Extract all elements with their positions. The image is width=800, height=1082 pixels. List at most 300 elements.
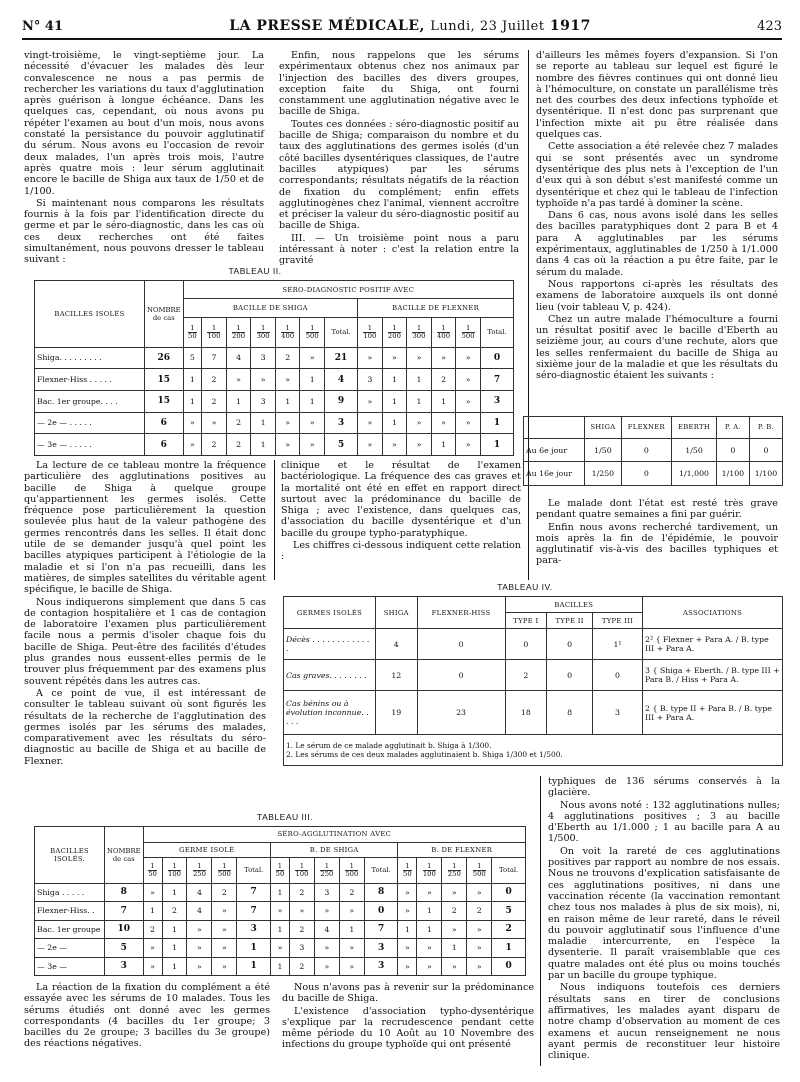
cell: 4 xyxy=(187,883,212,901)
cell: 3 xyxy=(251,390,276,412)
fraction-den: 300 xyxy=(412,331,426,340)
t3-h-main: SÉRO-AGGLUTINATION AVEC xyxy=(143,827,525,843)
fraction-num: 1 xyxy=(193,863,206,871)
cell: 1 xyxy=(270,957,289,976)
row-total: 1 xyxy=(480,412,513,434)
row-total: 1 xyxy=(480,434,513,456)
cell: 12 xyxy=(376,660,418,691)
row-total: 0 xyxy=(480,347,513,369)
row-count: 6 xyxy=(145,434,184,456)
table3 xyxy=(34,826,526,976)
cell: » xyxy=(358,347,383,369)
paragraph: d'ailleurs les mêmes foyers d'expansion. Si l'on se reporte au tableau sur lequel est figuré le nombre des fièvres continues qui ont donné lieu à l'hémoculture, on constate un parallélisme très net des courbes des deux infections typhoïde et dysentérique. Il n'est donc pas surprenant que l'infection mixte ait pu être réalisée dans quelques cas. xyxy=(536,50,778,141)
fraction-num: 1 xyxy=(218,863,231,871)
fraction xyxy=(363,325,376,340)
paragraph: III. — Un troisième point nous a paru intéressant à noter : c'est la relation entre la gravité xyxy=(279,232,519,267)
row-total: 3 xyxy=(364,957,398,976)
fraction-den: 250 xyxy=(320,869,334,878)
table-row xyxy=(35,390,514,412)
row-total: 7 xyxy=(237,902,271,920)
cell: 2 xyxy=(442,902,467,920)
cell: » xyxy=(275,369,300,391)
t3-col-germe xyxy=(162,858,187,884)
t3-col-total: Total. xyxy=(237,858,271,884)
cell: 0 xyxy=(547,660,593,691)
cell: 1 xyxy=(162,883,187,901)
paragraph: clinique et le résultat de l'examen bactériologique. La fréquence des cas graves et la mortalité ont été en effet en rapport direct surtout avec la prédominance du bacille de Shiga ; avec l'existence, dans quelques cas, d'association du bacille dysentérique et d'un bacille du groupe typho-paratyphique. xyxy=(281,460,521,539)
cell: 7 xyxy=(202,347,227,369)
cell: 1 xyxy=(382,369,407,391)
row-total: 3 xyxy=(480,390,513,412)
paragraph: Nous indiquerons simplement que dans 5 cas de contagion hospitalière et 1 cas de contagion de laboratoire l'examen plus particulièrement facile nous a permis d'isoler chaque fois du bacille de Shiga. Peut-être des facilités d'études plus grandes nous eussent-elles permis de le trouver plus fréquemment par des examens plus souvent répétés dans les autres cas. xyxy=(24,596,266,687)
cell: 1/50 xyxy=(672,438,717,462)
cell: » xyxy=(270,902,289,920)
t2-col-flexner xyxy=(456,317,481,347)
cell: » xyxy=(212,939,237,957)
cell: » xyxy=(187,939,212,957)
paragraph: Nous indiquons toutefois ces derniers résultats sans en tirer de conclusions affirmatives, les malades ayant disparu de notre champ d'observation au moment de ces examens et aucun renseignement ne nous ayant permis de reconstituer leur histoire clinique. xyxy=(548,982,780,1062)
fraction-num: 1 xyxy=(403,863,412,871)
fraction-num: 1 xyxy=(320,863,333,871)
cell: » xyxy=(289,902,314,920)
cell: 1 xyxy=(431,434,456,456)
t3-h-shiga: B. DE SHIGA xyxy=(270,842,397,858)
fraction-den: 100 xyxy=(295,869,309,878)
row-total: 2 xyxy=(492,920,526,938)
fraction-num: 1 xyxy=(437,325,450,333)
fraction xyxy=(388,325,401,340)
cell: 1/100 xyxy=(716,462,749,486)
cell: 1 xyxy=(251,412,276,434)
row-total: 3 xyxy=(325,412,358,434)
row-total: 7 xyxy=(237,883,271,901)
row-total: 9 xyxy=(325,390,358,412)
cell: 1 xyxy=(275,390,300,412)
cell: » xyxy=(314,939,339,957)
cell: 2 xyxy=(143,920,162,938)
fraction-num: 1 xyxy=(207,325,220,333)
fraction xyxy=(257,325,270,340)
cell: 0 xyxy=(417,660,505,691)
cell: » xyxy=(202,412,227,434)
cell: 1 xyxy=(407,390,432,412)
fraction-num: 1 xyxy=(295,863,308,871)
t2-body xyxy=(35,347,514,455)
fraction xyxy=(403,863,412,878)
table-row xyxy=(35,902,526,920)
t4-note: 1. Le sérum de ce malade agglutinait b. Shiga à 1/300. xyxy=(286,741,492,751)
t2-col-flexner xyxy=(358,317,383,347)
fraction-den: 50 xyxy=(188,331,197,340)
t3-body xyxy=(35,883,526,975)
journal-year: 1917 xyxy=(549,18,591,34)
paragraph: On voit la rareté de ces agglutinations positives par rapport au nombre de nos essais. Nous ne trouvons d'explication satisfaisante de ces agglutinations positives, ni dans une vaccination récente (la vaccination remontant chez tous nos malades à plus de six mois), ni, en raison même de leur rareté, dans le réveil du pouvoir agglutinatif sous l'influence d'une maladie intercurrente, en l'espèce la dysenterie. Il paraît vraisemblable que ces quatre malades ont été plus ou moins touchés par un bacille du groupe typhique. xyxy=(548,845,780,982)
t4-note: 2. Les sérums de ces deux malades agglutinaient b. Shiga 1/300 et 1/500. xyxy=(286,750,563,760)
cell: » xyxy=(382,347,407,369)
t2-h-shiga: BACILLE DE SHIGA xyxy=(183,299,358,317)
fraction xyxy=(295,863,308,878)
cell: 2 xyxy=(162,902,187,920)
cell: 3 xyxy=(358,369,383,391)
fraction-den: 400 xyxy=(281,331,295,340)
cell: » xyxy=(431,347,456,369)
row-total: 7 xyxy=(364,920,398,938)
text-col3-top xyxy=(536,50,778,410)
fraction-num: 1 xyxy=(345,863,358,871)
row-count: 7 xyxy=(105,902,144,920)
row-count: 6 xyxy=(145,412,184,434)
fraction-den: 200 xyxy=(232,331,246,340)
fraction-num: 1 xyxy=(281,325,294,333)
serodiag-body xyxy=(524,438,783,485)
fraction-den: 500 xyxy=(461,331,475,340)
t2-col-flexner xyxy=(382,317,407,347)
cell: » xyxy=(314,902,339,920)
t2-col-shiga xyxy=(226,317,251,347)
t4-h-type3: TYPE III xyxy=(593,613,643,629)
row-label: — 2e — . . . . . xyxy=(35,412,145,434)
text-col2-mid xyxy=(281,460,521,580)
fraction-den: 250 xyxy=(192,869,206,878)
cell: 1 xyxy=(382,390,407,412)
fraction-num: 1 xyxy=(257,325,270,333)
fraction xyxy=(306,325,319,340)
cell: 4 xyxy=(376,629,418,660)
cell: 2 xyxy=(275,347,300,369)
paragraph: Le malade dont l'état est resté très grave pendant quatre semaines a fini par guérir. xyxy=(536,498,778,521)
cell: 0 xyxy=(593,660,643,691)
cell: » xyxy=(275,412,300,434)
fraction-num: 1 xyxy=(462,325,475,333)
row-label: Flexner-Hiss . . . . . xyxy=(35,369,145,391)
cell: 2 xyxy=(289,920,314,938)
cell: » xyxy=(382,434,407,456)
fraction-den: 100 xyxy=(168,869,181,878)
table-row xyxy=(35,369,514,391)
cell: » xyxy=(398,883,417,901)
row-total: 1 xyxy=(492,939,526,957)
cell: 2 xyxy=(226,434,251,456)
cell: 23 xyxy=(417,691,505,735)
t4-h-assoc: ASSOCIATIONS xyxy=(643,597,783,629)
cell: 1 xyxy=(183,390,202,412)
column-rule xyxy=(274,460,275,580)
cell: 0 xyxy=(547,629,593,660)
cell: 0 xyxy=(749,438,782,462)
cell: » xyxy=(143,883,162,901)
fraction-den: 500 xyxy=(345,869,359,878)
row-label: Bac. 1er groupe. . . . xyxy=(35,390,145,412)
fraction-den: 50 xyxy=(403,869,412,878)
t2-col-flexner xyxy=(407,317,432,347)
row-total: 0 xyxy=(492,883,526,901)
cell: 0 xyxy=(505,629,547,660)
t4-h-type1: TYPE I xyxy=(505,613,547,629)
cell: 1 xyxy=(300,369,325,391)
row-label: Décès . . . . . . . . . . . . . xyxy=(284,629,376,660)
cell: 5 xyxy=(183,347,202,369)
fraction xyxy=(232,325,245,340)
cell: » xyxy=(442,957,467,976)
fraction-num: 1 xyxy=(363,325,376,333)
fraction-num: 1 xyxy=(423,863,436,871)
t3-col-total: Total. xyxy=(364,858,398,884)
fraction xyxy=(462,325,475,340)
row-total: 7 xyxy=(480,369,513,391)
t2-col-shiga xyxy=(183,317,202,347)
fraction xyxy=(448,863,461,878)
cell: 0 xyxy=(621,462,672,486)
table2 xyxy=(34,280,514,456)
cell: » xyxy=(183,434,202,456)
row-total: 8 xyxy=(364,883,398,901)
cell: » xyxy=(212,902,237,920)
cell: » xyxy=(270,939,289,957)
cell: » xyxy=(187,920,212,938)
column-rule xyxy=(540,776,541,1066)
t3-col-germe xyxy=(187,858,212,884)
table-row xyxy=(35,347,514,369)
row-label: Cas bénins ou à évolution inconnue. . . . . xyxy=(284,691,376,735)
fraction-den: 200 xyxy=(387,331,401,340)
serodiag-col-header: FLEXNER xyxy=(621,417,672,439)
fraction xyxy=(412,325,425,340)
row-total: 5 xyxy=(492,902,526,920)
paragraph: Enfin nous avons recherché tardivement, un mois après la fin de l'épidémie, le pouvoir agglutinatif vis-à-vis des bacilles typhiques et para- xyxy=(536,521,778,567)
paragraph: Si maintenant nous comparons les résultats fournis à la fois par l'identification directe du germe et par le séro-diagnostic, dans les cas où ces deux recherches ont été faites simultanément, nous pouvons dresser le tableau suivant : xyxy=(24,197,264,266)
t3-h-germe: GERME ISOLÉ xyxy=(143,842,270,858)
cell: 0 xyxy=(417,629,505,660)
cell: » xyxy=(456,390,481,412)
serodiag-col-header: P. A. xyxy=(716,417,749,439)
cell: » xyxy=(398,939,417,957)
issue-number: N° 41 xyxy=(22,19,63,34)
text-col1-mid xyxy=(24,460,266,808)
journal-name: LA PRESSE MÉDICALE, xyxy=(229,18,425,34)
row-count: 15 xyxy=(145,390,184,412)
fraction xyxy=(320,863,333,878)
cell: 2 xyxy=(339,883,364,901)
row-label: — 3e — . . . . . xyxy=(35,434,145,456)
t3-h-bacilles: BACILLES ISOLÉS. xyxy=(35,827,105,884)
t3-col-germe xyxy=(212,858,237,884)
cell: 2 xyxy=(202,434,227,456)
cell: » xyxy=(407,347,432,369)
paragraph: La réaction de la fixation du complément a été essayée avec les sérums de 10 malades. Tous les sérums étudiés ont donné avec les germes correspondants (4 bacilles du 1er groupe; 3 bacilles du 2e groupe; 3 bacilles du 3e groupe) des réactions négatives. xyxy=(24,982,270,1050)
cell: 1/250 xyxy=(585,462,621,486)
row-count: 5 xyxy=(105,939,144,957)
association: 2 { B. type II + Para B. / B. type III + Para A. xyxy=(643,691,783,735)
fraction-den: 100 xyxy=(207,331,221,340)
t2-col-shiga xyxy=(275,317,300,347)
cell: 2 xyxy=(212,883,237,901)
cell: » xyxy=(467,939,492,957)
cell: » xyxy=(251,369,276,391)
row-label: Shiga. . . . . . . . . xyxy=(35,347,145,369)
text-col1-top xyxy=(24,50,264,266)
fraction xyxy=(281,325,294,340)
row-count: 26 xyxy=(145,347,184,369)
row-label: Bac. 1er groupe xyxy=(35,920,105,938)
table4 xyxy=(283,596,783,766)
fraction-num: 1 xyxy=(148,863,157,871)
table-row xyxy=(35,412,514,434)
cell: 1 xyxy=(407,369,432,391)
paragraph: Nous rapportons ci-après les résultats des examens de laboratoire auxquels ils ont donné lieu (voir tableau V, p. 424). xyxy=(536,278,778,313)
cell: 2 xyxy=(289,883,314,901)
t3-col-shiga xyxy=(339,858,364,884)
cell: » xyxy=(358,412,383,434)
fraction-num: 1 xyxy=(473,863,486,871)
cell: 1 xyxy=(417,920,442,938)
t4-h-flexner: FLEXNER-HISS xyxy=(417,597,505,629)
table-row xyxy=(284,691,783,735)
text-col2-bottom xyxy=(282,982,534,1070)
serodiag-col-header: EBERTH xyxy=(672,417,717,439)
cell: » xyxy=(431,412,456,434)
cell: » xyxy=(226,369,251,391)
t4-h-bacilles: BACILLES xyxy=(505,597,642,613)
cell: 3 xyxy=(593,691,643,735)
fraction-den: 400 xyxy=(437,331,451,340)
paragraph: Enfin, nous rappelons que les sérums expérimentaux obtenus chez nos animaux par l'injection des bacilles des divers groupes, exception faite du Shiga, ont fourni constamment une agglutination négative avec le bacille de Shiga. xyxy=(279,50,519,118)
cell: 0 xyxy=(716,438,749,462)
t3-col-germe xyxy=(143,858,162,884)
paragraph: Cette association a été relevée chez 7 malades qui se sont présentés avec un syndrome dysentérique des plus nets à l'exception de l'un d'eux qui à son début s'est manifesté comme un dysentérique et chez qui le tableau de l'infection typhoïde n'a pas tardé à dominer la scène. xyxy=(536,141,778,209)
cell: 1 xyxy=(226,390,251,412)
fraction-num: 1 xyxy=(232,325,245,333)
cell: 0 xyxy=(621,438,672,462)
paragraph: A ce point de vue, il est intéressant de consulter le tableau suivant où sont figurés les résultats de la recherche de l'agglutination des germes isolés par les sérums des malades, comparativement avec les résultats du séro-diagnostic au bacille de Shiga et au bacille de Flexner. xyxy=(24,687,266,767)
paragraph: L'existence d'association typho-dysentérique s'explique par la recrudescence pendant cette même période du 10 Août au 10 Novembre des infections du groupe typhoïde qui ont présenté xyxy=(282,1005,534,1051)
cell: » xyxy=(398,902,417,920)
cell: » xyxy=(339,902,364,920)
t2-col-total: Total. xyxy=(325,317,358,347)
t2-col-shiga xyxy=(300,317,325,347)
fraction-num: 1 xyxy=(276,863,285,871)
t4-h-type2: TYPE II xyxy=(547,613,593,629)
row-label: Au 16e jour xyxy=(524,462,585,486)
cell: 8 xyxy=(547,691,593,735)
t2-h-nombre: NOMBRE de cas xyxy=(145,281,184,348)
paragraph: Nous n'avons pas à revenir sur la prédominance du bacille de Shiga. xyxy=(282,982,534,1005)
table-row xyxy=(35,920,526,938)
fraction-den: 500 xyxy=(305,331,319,340)
cell: 1 xyxy=(382,412,407,434)
row-label: Shiga . . . . . xyxy=(35,883,105,901)
cell: » xyxy=(417,957,442,976)
cell: 1 xyxy=(442,939,467,957)
fraction-den: 100 xyxy=(363,331,377,340)
cell: » xyxy=(442,920,467,938)
cell: » xyxy=(456,412,481,434)
cell: 1 xyxy=(183,369,202,391)
serodiag-head xyxy=(524,417,783,439)
cell: » xyxy=(300,347,325,369)
t3-col-shiga xyxy=(289,858,314,884)
row-total: 0 xyxy=(492,957,526,976)
t3-col-flexner xyxy=(467,858,492,884)
cell: 1/100 xyxy=(749,462,782,486)
cell: » xyxy=(339,939,364,957)
row-total: 5 xyxy=(325,434,358,456)
row-label: Cas graves. . . . . . . . xyxy=(284,660,376,691)
cell: » xyxy=(407,434,432,456)
fraction-den: 500 xyxy=(472,869,486,878)
row-total: 4 xyxy=(325,369,358,391)
table-row xyxy=(524,438,783,462)
fraction-den: 300 xyxy=(256,331,270,340)
cell: » xyxy=(300,434,325,456)
t2-h-main: SÉRO-DIAGNOSTIC POSITIF AVEC xyxy=(183,281,513,299)
cell: 4 xyxy=(187,902,212,920)
t4-body xyxy=(284,629,783,735)
fraction xyxy=(207,325,220,340)
fraction-num: 1 xyxy=(388,325,401,333)
row-count: 10 xyxy=(105,920,144,938)
cell: 1 xyxy=(270,883,289,901)
row-total: 0 xyxy=(364,902,398,920)
t4-h-shiga: SHIGA xyxy=(376,597,418,629)
page-number: 423 xyxy=(757,19,782,34)
t2-h-bacilles: BACILLES ISOLÉS xyxy=(35,281,145,348)
cell: 3 xyxy=(251,347,276,369)
association: 2² { Flexner + Para A. / B. type III + Para A. xyxy=(643,629,783,660)
row-total: 1 xyxy=(237,957,271,976)
t4-notes xyxy=(284,735,783,766)
cell: » xyxy=(407,412,432,434)
fraction-num: 1 xyxy=(412,325,425,333)
t3-h-flexner: B. DE FLEXNER xyxy=(398,842,526,858)
cell: 1 xyxy=(270,920,289,938)
cell: 3 xyxy=(289,939,314,957)
cell: 2 xyxy=(202,369,227,391)
table3-caption: TABLEAU III. xyxy=(257,812,313,822)
row-count: 3 xyxy=(105,957,144,976)
table-row xyxy=(284,629,783,660)
cell: 2 xyxy=(505,660,547,691)
row-label: — 2e — xyxy=(35,939,105,957)
fraction xyxy=(276,863,285,878)
paragraph: Chez un autre malade l'hémoculture a fourni un résultat positif avec le bacille d'Eberth au seizième jour, au cours d'une rechute, alors que les selles renfermaient du bacille de Shiga au sixième jour de la maladie et que les résultats du séro-diagnostic étaient les suivants : xyxy=(536,313,778,382)
row-label: Flexner-Hiss. . xyxy=(35,902,105,920)
serodiag-col-header: SHIGA xyxy=(585,417,621,439)
table-row xyxy=(35,883,526,901)
t2-col-total: Total. xyxy=(480,317,513,347)
row-total: 3 xyxy=(364,939,398,957)
association: 3 { Shiga + Eberth. / B. type III + Para B. / Hiss + Para A. xyxy=(643,660,783,691)
table-row xyxy=(35,957,526,976)
t4-h-germes: GERMES ISOLÉS xyxy=(284,597,376,629)
text-col1-bottom xyxy=(24,982,270,1070)
t2-col-flexner xyxy=(431,317,456,347)
cell: » xyxy=(456,434,481,456)
fraction xyxy=(168,863,181,878)
cell: 2 xyxy=(202,390,227,412)
fraction-num: 1 xyxy=(168,863,181,871)
journal-date: Lundi, 23 Juillet xyxy=(430,19,545,34)
text-col2-top xyxy=(279,50,519,267)
cell: » xyxy=(212,957,237,976)
cell: » xyxy=(398,957,417,976)
paragraph: Nous avons noté : 132 agglutinations nulles; 4 agglutinations positives ; 3 au bacille d'Eberth au 1/1.000 ; 1 au bacille para A au 1/500. xyxy=(548,799,780,845)
cell: » xyxy=(358,390,383,412)
cell: » xyxy=(456,347,481,369)
cell: » xyxy=(314,957,339,976)
row-count: 8 xyxy=(105,883,144,901)
cell: 2 xyxy=(289,957,314,976)
cell: » xyxy=(212,920,237,938)
